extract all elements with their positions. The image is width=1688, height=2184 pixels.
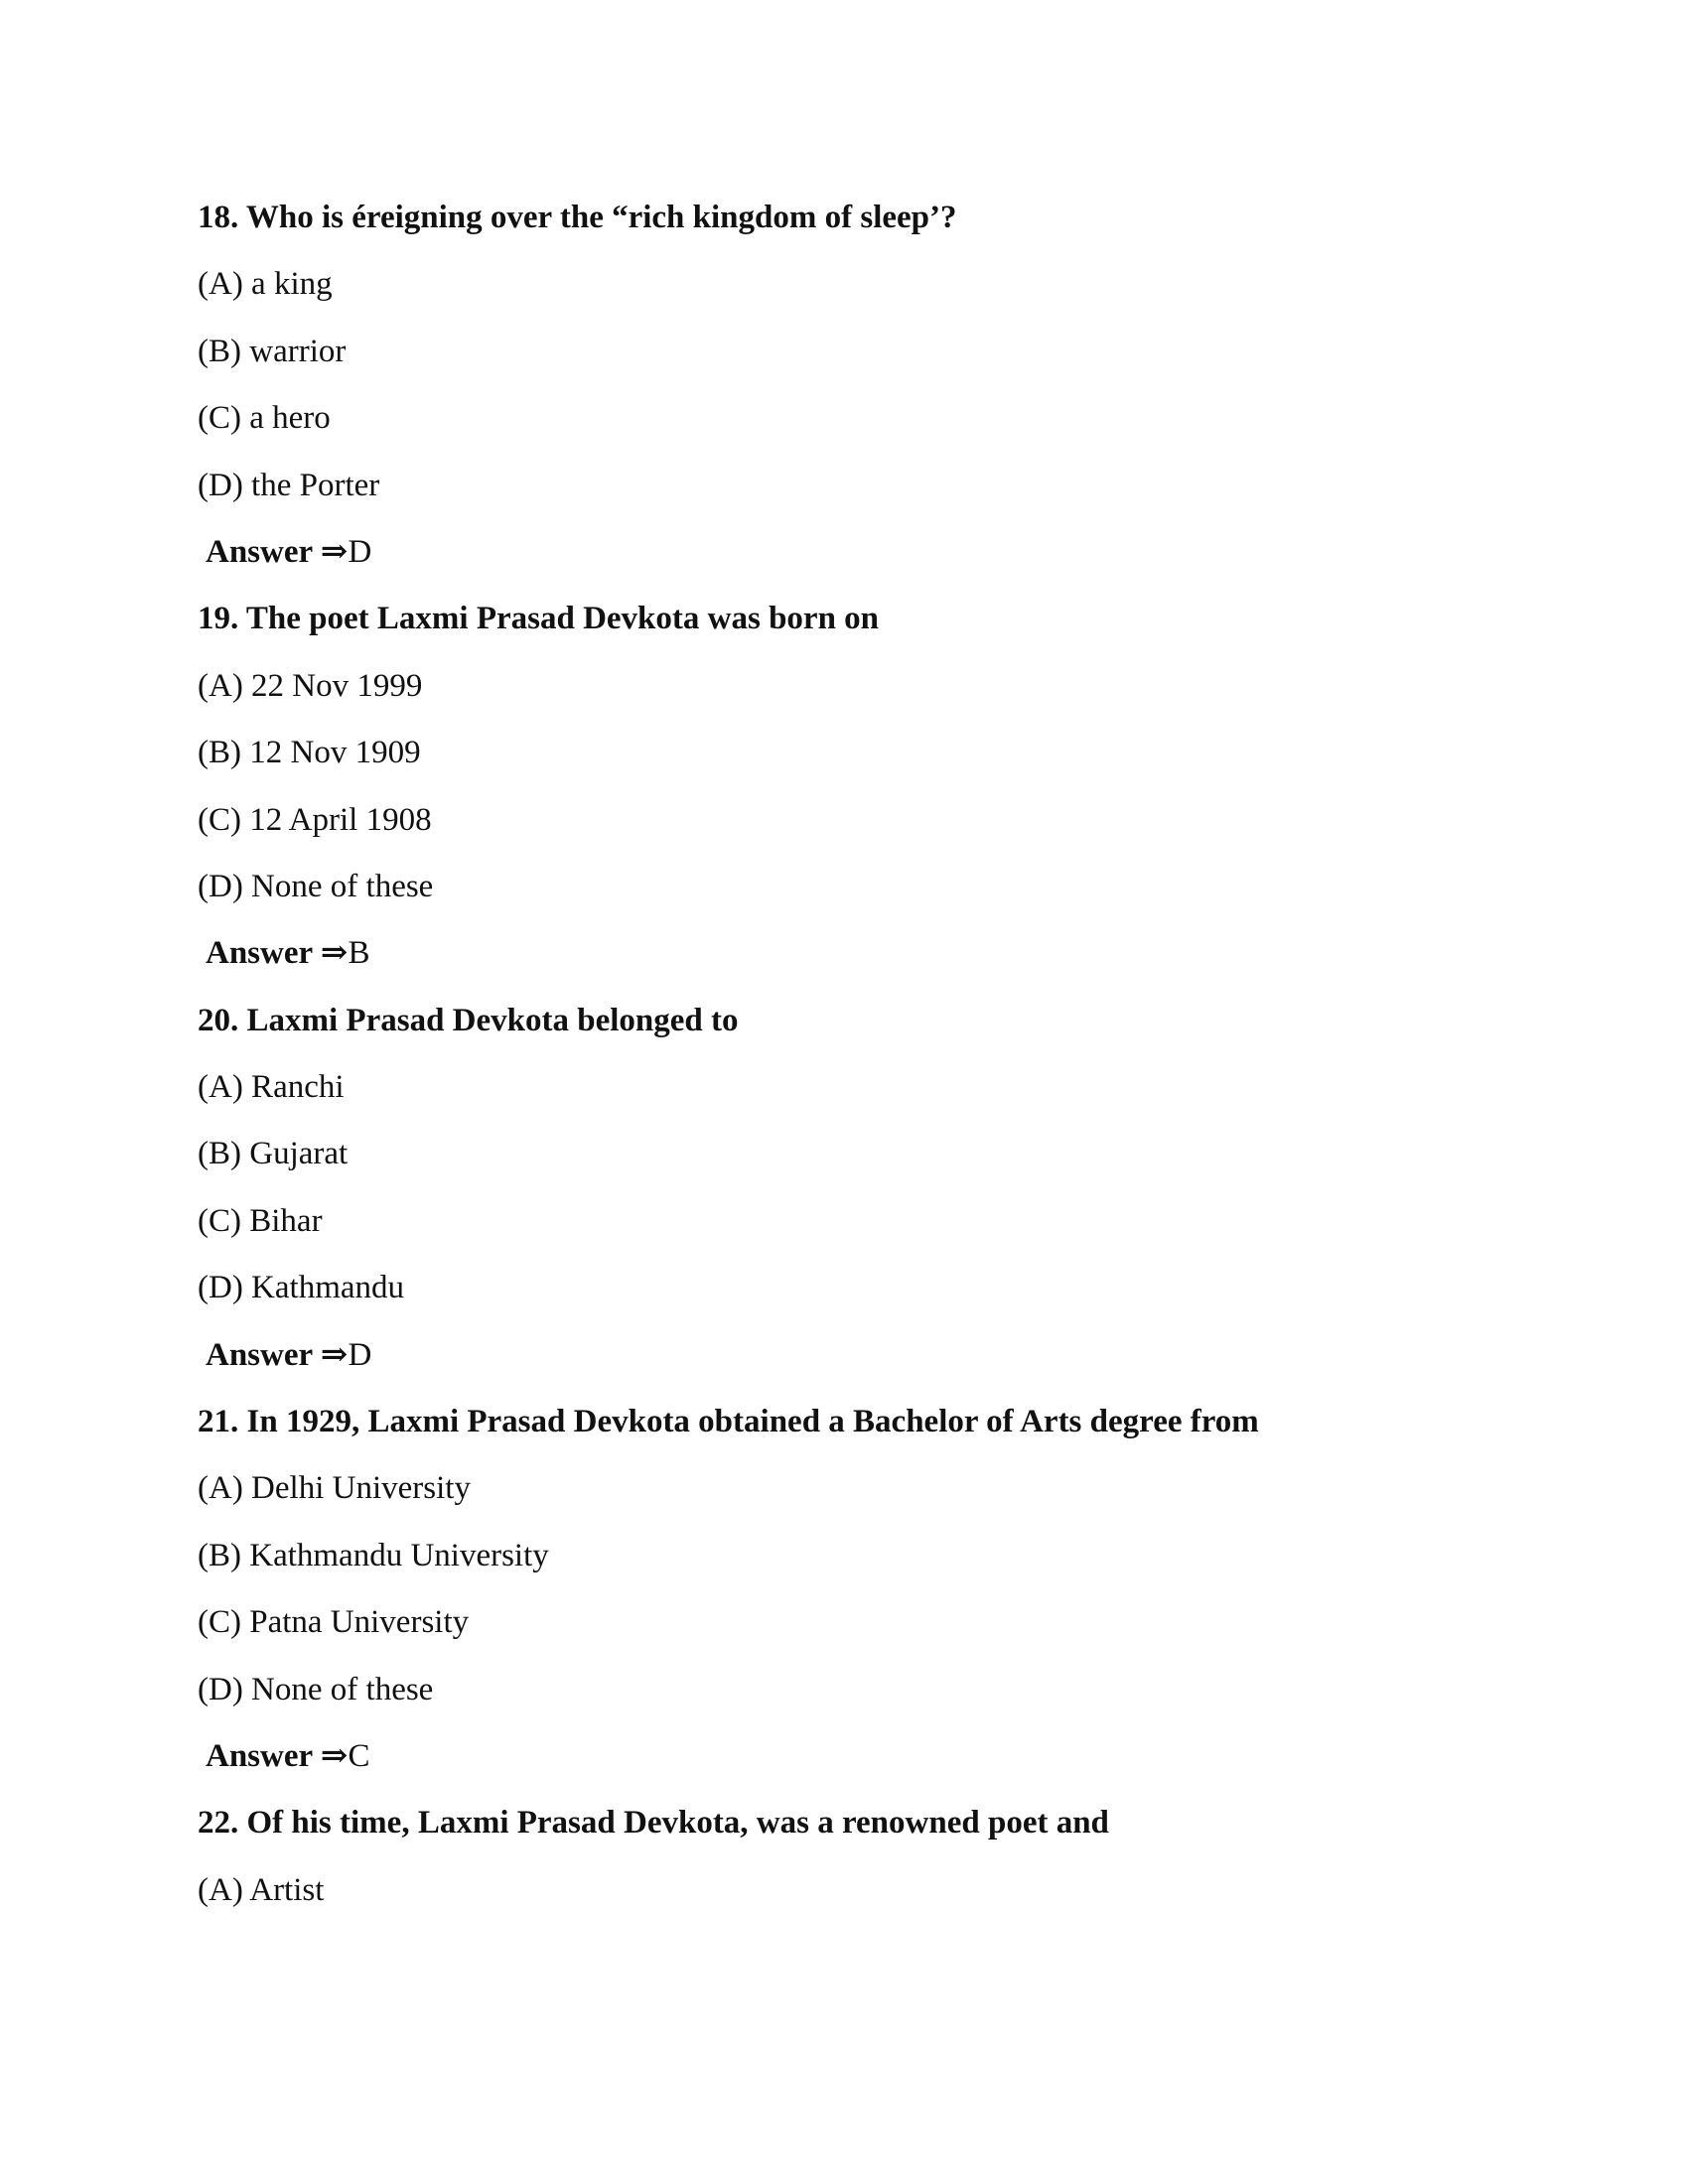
option-text: (A) Delhi University [198, 1470, 471, 1507]
question-text: 18. Who is éreigning over the “rich kingdom of sleep’? [198, 200, 957, 235]
answer-label: Answer ⇒ [206, 1336, 349, 1373]
option-text: (A) Artist [198, 1871, 325, 1908]
option-text: (A) a king [198, 266, 333, 303]
option-text: (A) Ranchi [198, 1069, 345, 1106]
option-text: (B) Gujarat [198, 1136, 349, 1172]
question-text: 19. The poet Laxmi Prasad Devkota was born on [198, 601, 880, 637]
option-text: (C) 12 April 1908 [198, 801, 432, 838]
option-text: (C) Bihar [198, 1202, 323, 1239]
option-text: (C) Patna University [198, 1604, 470, 1641]
answer-line [198, 519, 1538, 586]
answer-value: D [348, 1336, 372, 1373]
question-text: 22. Of his time, Laxmi Prasad Devkota, was a renowned poet and [198, 1805, 1109, 1842]
answer-value: D [348, 533, 372, 570]
answer-label: Answer ⇒ [206, 1737, 349, 1774]
answer-value: B [348, 935, 370, 972]
option-text: (C) a hero [198, 400, 331, 437]
option-text: (D) Kathmandu [198, 1270, 405, 1306]
option-text: (D) the Porter [198, 467, 380, 503]
option-text: (B) 12 Nov 1909 [198, 735, 421, 771]
question-text: 20. Laxmi Prasad Devkota belonged to [198, 1002, 739, 1038]
option-text: (B) Kathmandu University [198, 1537, 549, 1573]
question-list [198, 185, 1538, 1924]
option-text: (D) None of these [198, 868, 434, 904]
answer-value: C [348, 1737, 370, 1774]
option-text: (B) warrior [198, 333, 347, 369]
question-text: 21. In 1929, Laxmi Prasad Devkota obtained a Bachelor of Arts degree from [198, 1404, 1259, 1440]
answer-line [198, 1322, 1538, 1389]
answer-label: Answer ⇒ [206, 533, 349, 570]
answer-label: Answer ⇒ [206, 935, 349, 972]
answer-line [198, 920, 1538, 987]
option-text: (A) 22 Nov 1999 [198, 667, 423, 704]
option-text: (D) None of these [198, 1671, 434, 1707]
answer-line [198, 1723, 1538, 1790]
